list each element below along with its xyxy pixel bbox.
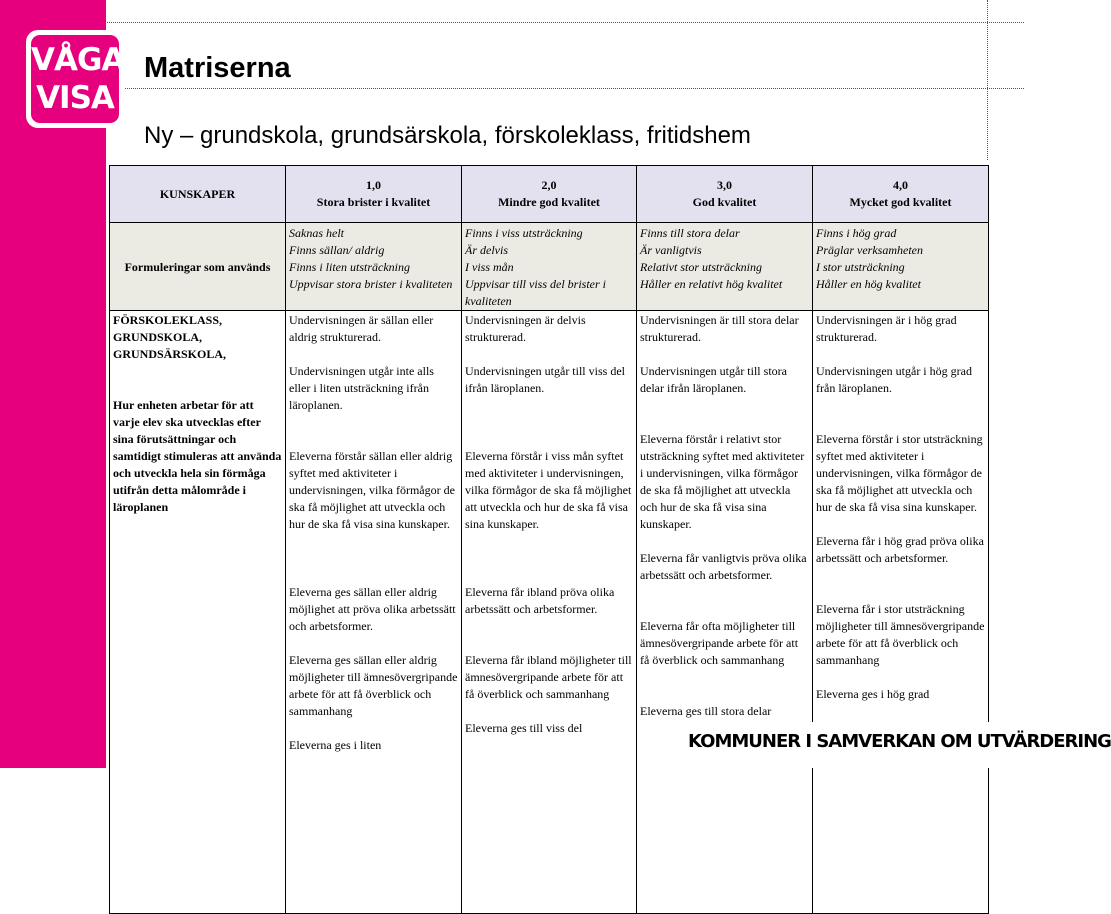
header-cell-level-2 — [462, 166, 637, 223]
page-subtitle: Ny – grundskola, grundsärskola, förskoleklass, fritidshem — [144, 122, 751, 149]
dotted-divider — [0, 88, 1024, 89]
level-number: 3,0 — [717, 178, 732, 192]
section-label: FÖRSKOLEKLASS, GRUNDSKOLA, GRUNDSÄRSKOLA, — [113, 313, 227, 361]
phrases-cell-level-3: Finns till stora delar Är vanligtvis Relativt stor utsträckning Håller en relativt hög kvalitet — [637, 223, 813, 311]
phrases-cell-level-4: Finns i hög grad Präglar verksamheten I stor utsträckning Håller en hög kvalitet — [813, 223, 989, 311]
logo-text-line-2: VISA — [36, 80, 114, 116]
level-label: God kvalitet — [692, 195, 757, 209]
level-label: Stora brister i kvalitet — [316, 195, 431, 209]
criteria-cell-level-1: Undervisningen är sällan eller aldrig strukturerad. Undervisningen utgår inte alls eller i liten utsträckning ifrån läroplanen. Eleverna förstår sällan eller aldrig syftet med aktiviteter i undervisningen, vilka förmågor de ska få möjlighet att utveckla och hur de ska få visa sina kunskaper. Eleverna ges sällan eller aldrig möjlighet att pröva olika arbetssätt och arbetsformer. Eleverna ges sällan eller aldrig möjligheter till ämnesövergripande arbete för att få överblick och sammanhang Eleverna ges i liten — [286, 311, 462, 914]
dotted-divider — [987, 0, 988, 160]
table-header-row — [110, 166, 989, 223]
level-number: 1,0 — [366, 178, 381, 192]
footer-text: KOMMUNER I SAMVERKAN OM UTVÄRDERING — [688, 731, 1111, 752]
section-cell — [110, 311, 286, 914]
dotted-divider — [0, 22, 1024, 23]
level-number: 2,0 — [541, 178, 557, 192]
criteria-cell-level-4: Undervisningen är i hög grad strukturerad. Undervisningen utgår i hög grad från läroplanen. Eleverna förstår i stor utsträckning syftet med aktiviteter i undervisningen, vilka förmågor de ska få möjlighet att utveckla och hur de ska få visa sina kunskaper. Eleverna får i hög grad pröva olika arbetssätt och arbetsformer. Eleverna får i stor utsträckning möjligheter till ämnesövergripande arbete för att få överblick och sammanhang Eleverna ges i hög grad — [813, 311, 989, 914]
quality-matrix-table — [109, 165, 989, 914]
logo-text-line-1: VÅGA — [31, 42, 125, 78]
phrases-label-cell: Formuleringar som används — [110, 223, 286, 311]
header-cell-level-3 — [637, 166, 813, 223]
section-description: Hur enheten arbetar för att varje elev ska utvecklas efter sina förutsättningar och samtidigt stimuleras att använda och utveckla hela sin förmåga utifrån detta målområde i läroplanen — [113, 398, 282, 514]
header-cell-level-4 — [813, 166, 989, 223]
level-label: Mindre god kvalitet — [498, 195, 600, 209]
phrases-cell-level-1: Saknas helt Finns sällan/ aldrig Finns i liten utsträckning Uppvisar stora brister i kvaliteten — [286, 223, 462, 311]
criteria-cell-level-2: Undervisningen är delvis strukturerad. Undervisningen utgår till viss del ifrån läroplanen. Eleverna förstår i viss mån syftet med aktiviteter i undervisningen, vilka förmågor de ska få möjlighet att utveckla och hur de ska få visa sina kunskaper. Eleverna får ibland pröva olika arbetssätt och arbetsformer. Eleverna får ibland möjligheter till ämnesövergripande arbete för att få överblick och sammanhang Eleverna ges till viss del — [462, 311, 637, 914]
header-cell-kunskaper — [110, 166, 286, 223]
vaga-visa-logo — [26, 30, 124, 128]
level-label: Mycket god kvalitet — [849, 195, 952, 209]
header-cell-level-1 — [286, 166, 462, 223]
phrases-cell-level-2: Finns i viss utsträckning Är delvis I viss mån Uppvisar till viss del brister i kvaliteten — [462, 223, 637, 311]
level-number: 4,0 — [893, 178, 908, 192]
criteria-cell-level-3: Undervisningen är till stora delar strukturerad. Undervisningen utgår till stora delar ifrån läroplanen. Eleverna förstår i relativt stor utsträckning syftet med aktiviteter i undervisningen, vilka förmågor de ska få möjlighet att utveckla och hur de ska få visa sina kunskaper. Eleverna får vanligtvis pröva olika arbetssätt och arbetsformer. Eleverna får ofta möjligheter till ämnesövergripande arbete för att få överblick och sammanhang Eleverna ges till stora delar — [637, 311, 813, 914]
phrases-row — [110, 223, 989, 311]
table-row — [110, 311, 989, 914]
header-label: KUNSKAPER — [159, 186, 236, 201]
page-title: Matriserna — [144, 52, 291, 84]
